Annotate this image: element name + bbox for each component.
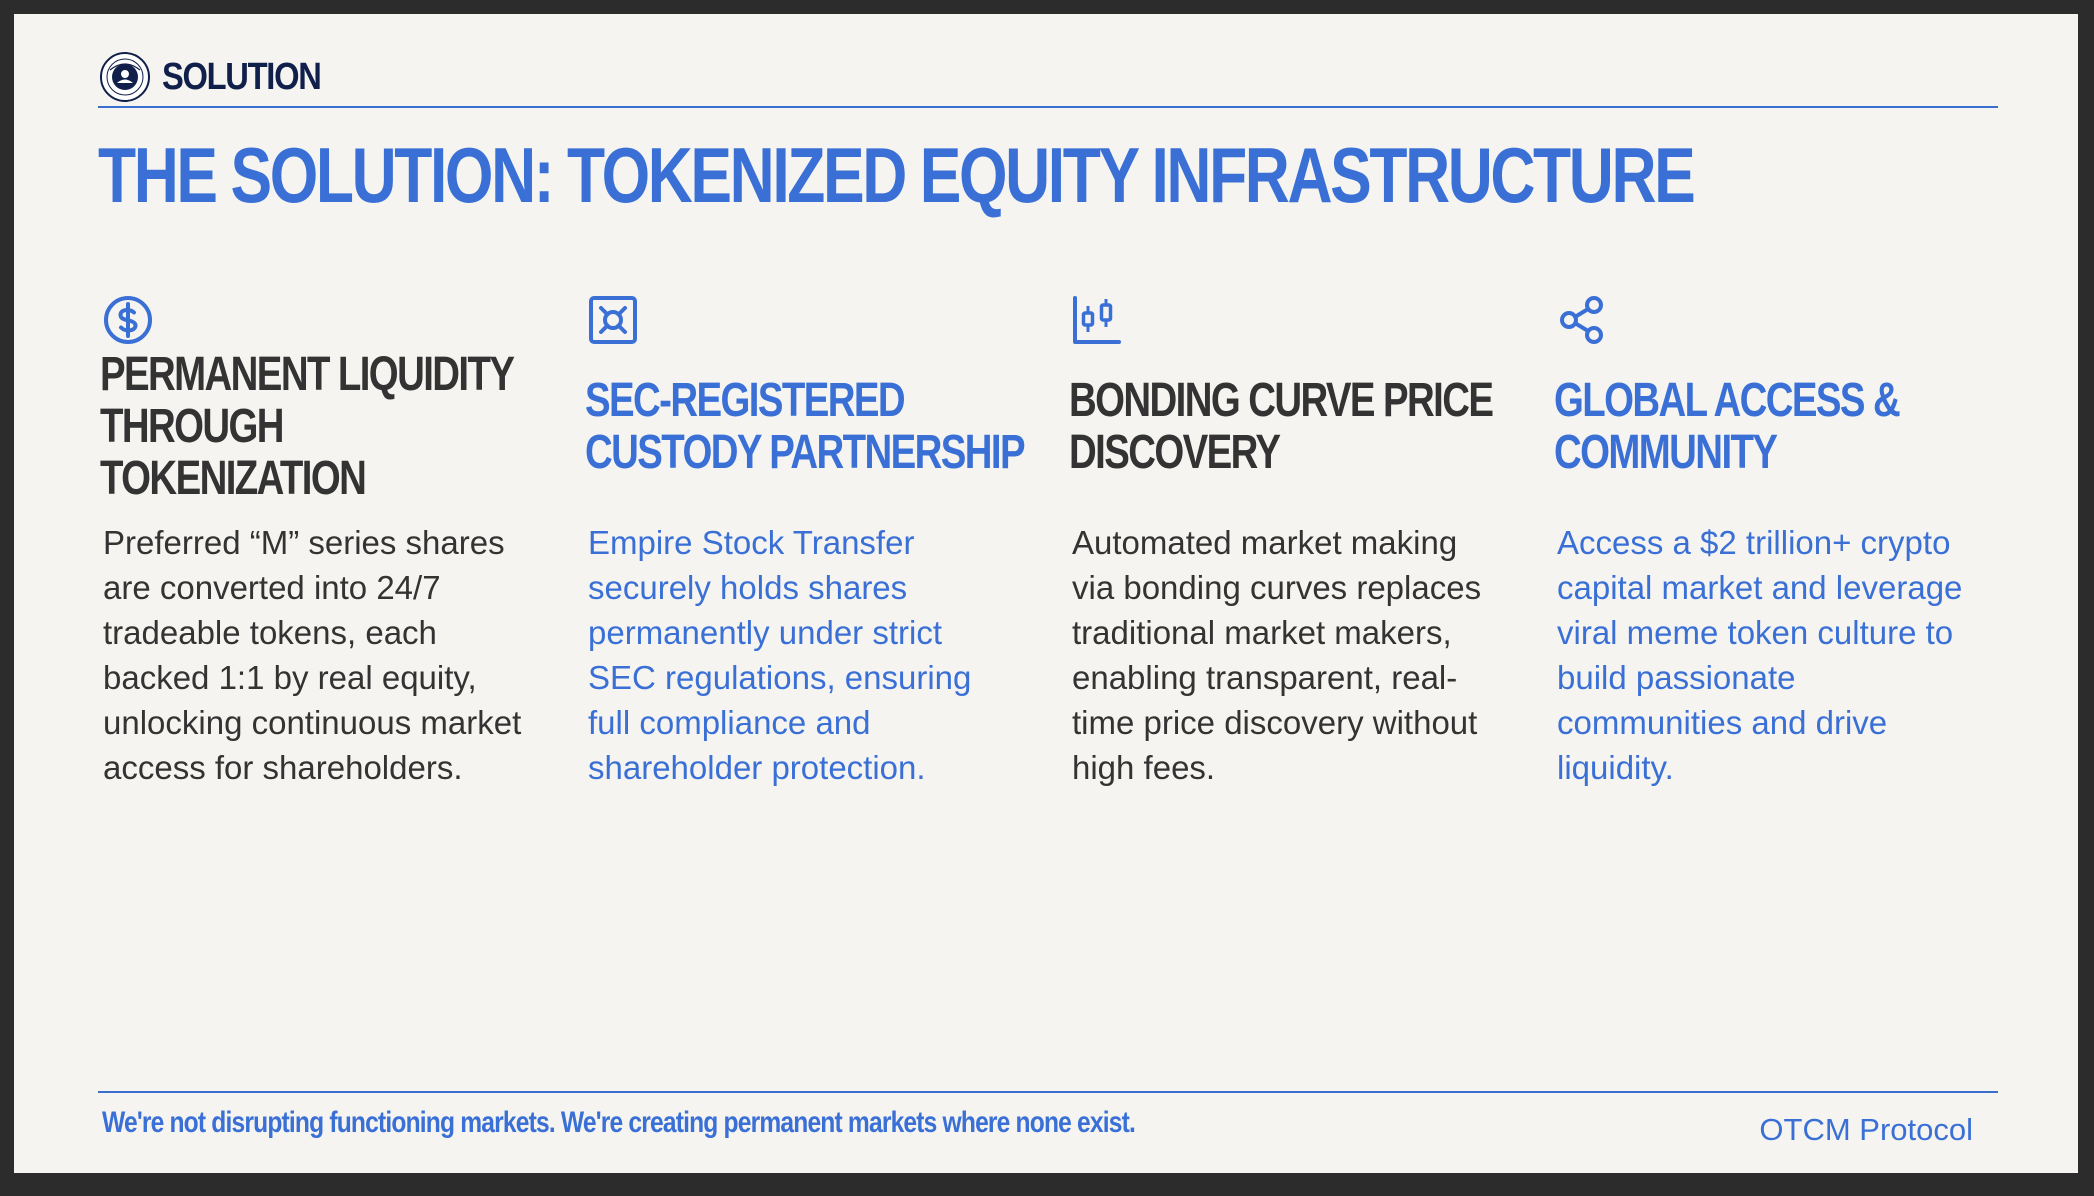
- vault-icon: [587, 294, 639, 346]
- feature-heading: BONDING CURVE PRICE DISCOVERY: [1069, 374, 1493, 479]
- feature-column-liquidity: [100, 294, 540, 790]
- feature-description: Access a $2 trillion+ crypto capital market and leverage viral meme token culture to build passionate communities and drive liquidity.: [1557, 524, 1963, 786]
- feature-column-global-access: [1554, 294, 1994, 790]
- feature-column-bonding-curve: [1069, 294, 1509, 790]
- dollar-circle-icon: [102, 294, 154, 346]
- slide: [14, 14, 2078, 1173]
- feature-description: Automated market making via bonding curves replaces traditional market makers, enabling transparent, real-time price discovery without high fees.: [1072, 524, 1482, 786]
- protocol-seal-logo: [100, 52, 150, 102]
- page-title: THE SOLUTION: TOKENIZED EQUITY INFRASTRUCTURE: [98, 131, 1694, 219]
- feature-heading-container: [1554, 348, 1994, 506]
- section-label: SOLUTION: [162, 55, 321, 98]
- feature-column-custody: [585, 294, 1025, 790]
- share-network-icon: [1556, 294, 1608, 346]
- feature-description: Empire Stock Transfer securely holds shares permanently under strict SEC regulations, ensuring full compliance and shareholder protection.: [588, 524, 972, 786]
- feature-heading: SEC-REGISTERED CUSTODY PARTNERSHIP: [585, 374, 1025, 479]
- section-header: [100, 51, 346, 103]
- feature-heading: GLOBAL ACCESS & COMMUNITY: [1554, 374, 1900, 479]
- feature-heading-container: [100, 348, 540, 506]
- feature-heading-container: [1069, 348, 1509, 506]
- footer-tagline: We're not disrupting functioning markets. We're creating permanent markets where none exist.: [102, 1106, 1136, 1139]
- feature-heading-container: [585, 348, 1025, 506]
- header-divider: [98, 106, 1998, 108]
- footer-divider: [98, 1091, 1998, 1093]
- feature-heading: PERMANENT LIQUIDITY THROUGH TOKENIZATION: [100, 348, 513, 505]
- footer-brand: OTCM Protocol: [1759, 1112, 1973, 1147]
- feature-description: Preferred “M” series shares are converted into 24/7 tradeable tokens, each backed 1:1 by real equity, unlocking continuous market access for shareholders.: [103, 524, 522, 786]
- candlestick-chart-icon: [1071, 294, 1123, 346]
